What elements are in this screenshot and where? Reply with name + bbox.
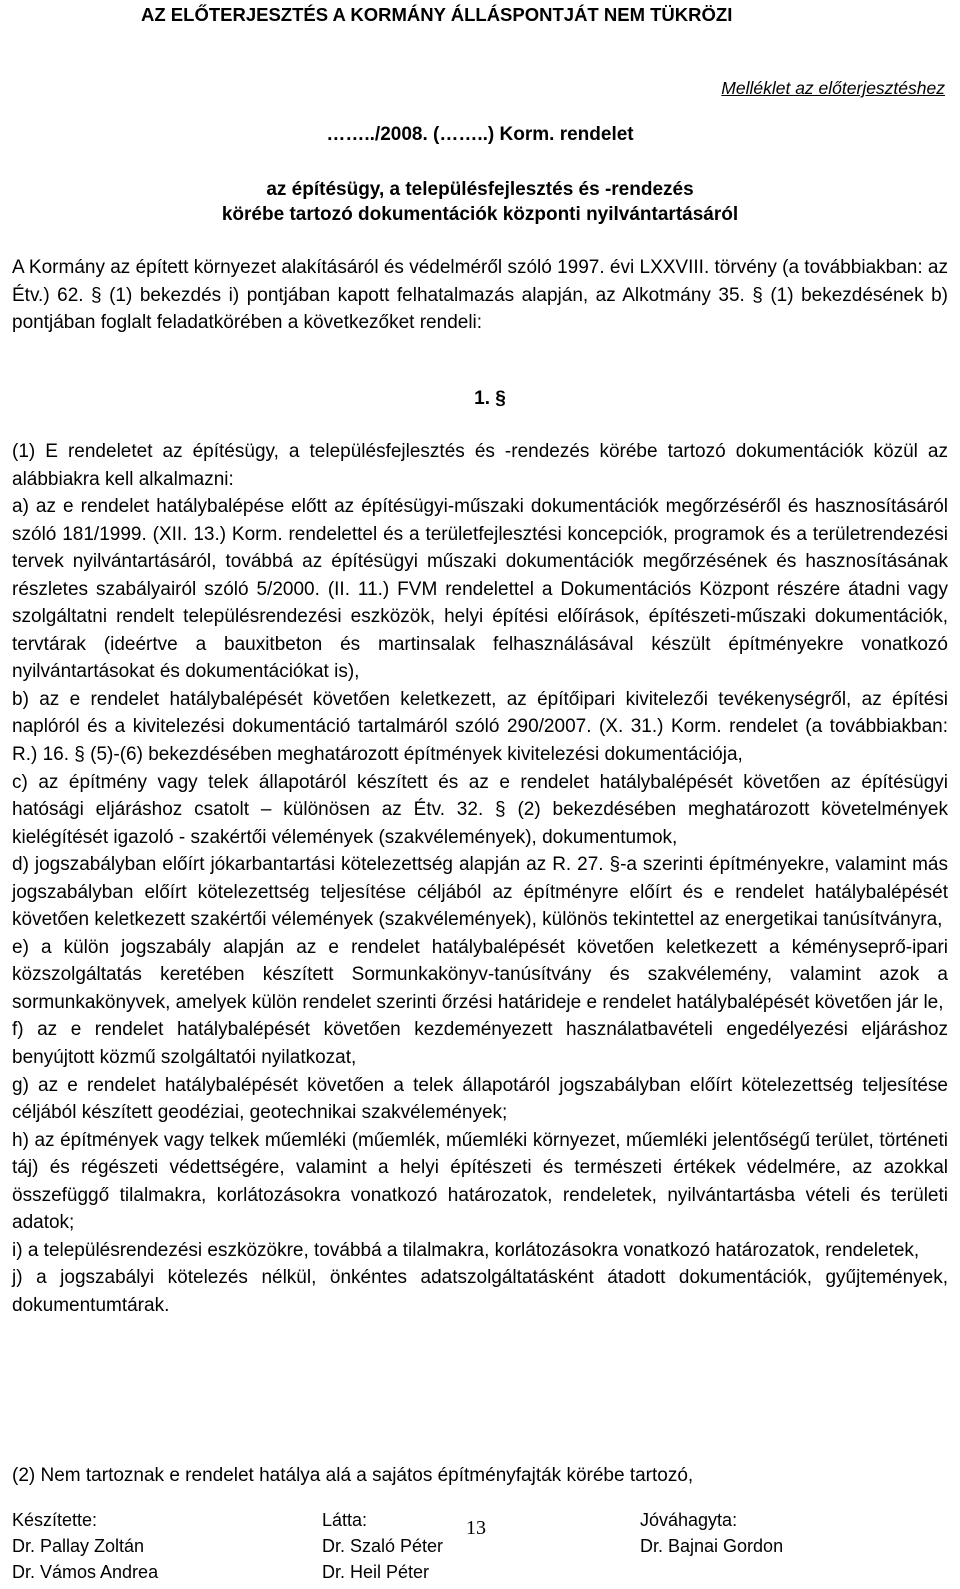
item-f: f) az e rendelet hatálybalépését követően kezdeményezett használatbavételi engedélyezési eljáráshoz benyújtott közmű szolgáltatói nyilatkozat, xyxy=(12,1019,948,1069)
preamble: A Kormány az épített környezet alakításáról és védelméről szóló 1997. évi LXXVIII. törvény (a továbbiakban: az Étv.) 62. § (1) bekezdés i) pontjában kapott felhatalmazás alapján, az Alkotmány 35. § (1) bekezdésének b) pontjában foglalt feladatkörében a következőket rendeli: xyxy=(12,257,948,334)
item-e: e) a külön jogszabály alapján az e rendelet hatálybalépését követően keletkezett a kéményseprő-ipari közszolgáltatás keretében készített Sormunkakönyv-tanúsítvány és szakvélemény, valamint azok a sormunkakönyvek, amelyek külön rendelet szerinti őrzési határideje e rendelet hatálybalépését követően jár le, xyxy=(12,936,948,1013)
approved-by: Dr. Bajnai Gordon xyxy=(640,1536,784,1556)
item-a: a) az e rendelet hatálybalépése előtt az építésügyi-műszaki dokumentációk megőrzéséről és hasznosításáról szóló 181/1999. (XII. 13.) Korm. rendelettel és a területfejlesztési koncepciók, programok és a területrendezési tervek nyilvántartásáról, továbbá az építésügyi műszaki dokumentációk megőrzésének és hasznosításának részletes szabályairól szóló 5/2000. (II. 11.) FVM rendelettel a Dokumentációs Központ részére átadni vagy szolgáltatni rendelt településrendezési eszközök, helyi építési előírások, építészeti-műszaki dokumentációk, tervtárak (ideértve a bauxitbeton és martinsalak felhasználásával készült építményekre vonatkozó nyilvántartásokat és dokumentációkat is), xyxy=(12,496,948,683)
disclaimer-header: AZ ELŐTERJESZTÉS A KORMÁNY ÁLLÁSPONTJÁT NEM TÜKRÖZI xyxy=(141,4,733,25)
paragraph-1: (1) E rendeletet az építésügy, a településfejlesztés és -rendezés körébe tartozó dokumentációk közül az alábbiakra kell alkalmazni: xyxy=(12,441,948,490)
section-body xyxy=(12,438,948,1320)
item-h: h) az építmények vagy telkek műemléki (műemlék, műemléki környezet, műemléki jelentőségű terület, történeti táj) és régészeti védettségére, valamint a helyi építészeti és természeti értékek védelmére, az azokkal összefüggő tilalmakra, korlátozásokra vonatkozó határozatok, rendeletek, nyilvántartásba vételi és területi adatok; xyxy=(12,1129,948,1234)
item-c: c) az építmény vagy telek állapotáról készített és az e rendelet hatálybalépését követően az építésügyi hatósági eljáráshoz csatolt – különösen az Étv. 32. § (2) bekezdésében meghatározott követelmények kielégítését igazoló - szakértői vélemények (szakvélemények), dokumentumok, xyxy=(12,771,948,848)
seen-label: Látta: xyxy=(322,1510,368,1530)
prepared-label: Készítette: xyxy=(12,1510,98,1530)
item-b: b) az e rendelet hatálybalépését követően keletkezett, az építőipari kivitelezői tevékenységről, az építési naplóról és a kivitelezési dokumentáció tartalmáról szóló 290/2007. (X. 31.) Korm. rendelet (a továbbiakban: R.) 16. § (5)-(6) bekezdésében meghatározott építmények kivitelezési dokumentációja, xyxy=(12,688,948,766)
approved-label: Jóváhagyta: xyxy=(640,1510,738,1530)
title-line-2: körébe tartozó dokumentációk központi nyilvántartásáról xyxy=(221,204,739,225)
prepared-by-1: Dr. Pallay Zoltán xyxy=(12,1536,145,1556)
paragraph-2: (2) Nem tartoznak e rendelet hatálya alá a sajátos építményfajták körébe tartozó, xyxy=(12,1465,694,1486)
item-j: j) a jogszabályi kötelezés nélkül, önkéntes adatszolgáltatásként átadott dokumentációk, gyűjtemények, dokumentumtárak. xyxy=(12,1267,948,1316)
item-i: i) a településrendezési eszközökre, továbbá a tilalmakra, korlátozásokra vonatkozó határozatok, rendeletek, xyxy=(12,1239,920,1261)
item-g: g) az e rendelet hatálybalépését követően a telek állapotáról jogszabályban előírt kötelezettség teljesítése céljából készített geodéziai, geotechnikai szakvélemények; xyxy=(12,1074,948,1124)
section-number: 1. § xyxy=(474,388,506,409)
decree-number: ……../2008. (……..) Korm. rendelet xyxy=(326,124,634,145)
seen-by-1: Dr. Szaló Péter xyxy=(322,1536,444,1556)
title-line-1: az építésügy, a településfejlesztés és -rendezés xyxy=(266,179,694,200)
page-number: 13 xyxy=(466,1517,486,1539)
item-d: d) jogszabályban előírt jókarbantartási kötelezettség alapján az R. 27. §-a szerinti építményekre, valamint más jogszabályban előírt kötelezettség teljesítése céljából az építményre előírt és e rendelet hatálybalépését követően keletkezett szakértői vélemények (szakvélemények), különös tekintettel az energetikai tanúsítványra, xyxy=(12,854,948,931)
seen-by-2: Dr. Heil Péter xyxy=(322,1562,430,1582)
attachment-note: Melléklet az előterjesztéshez xyxy=(721,78,945,98)
prepared-by-2: Dr. Vámos Andrea xyxy=(12,1562,159,1582)
